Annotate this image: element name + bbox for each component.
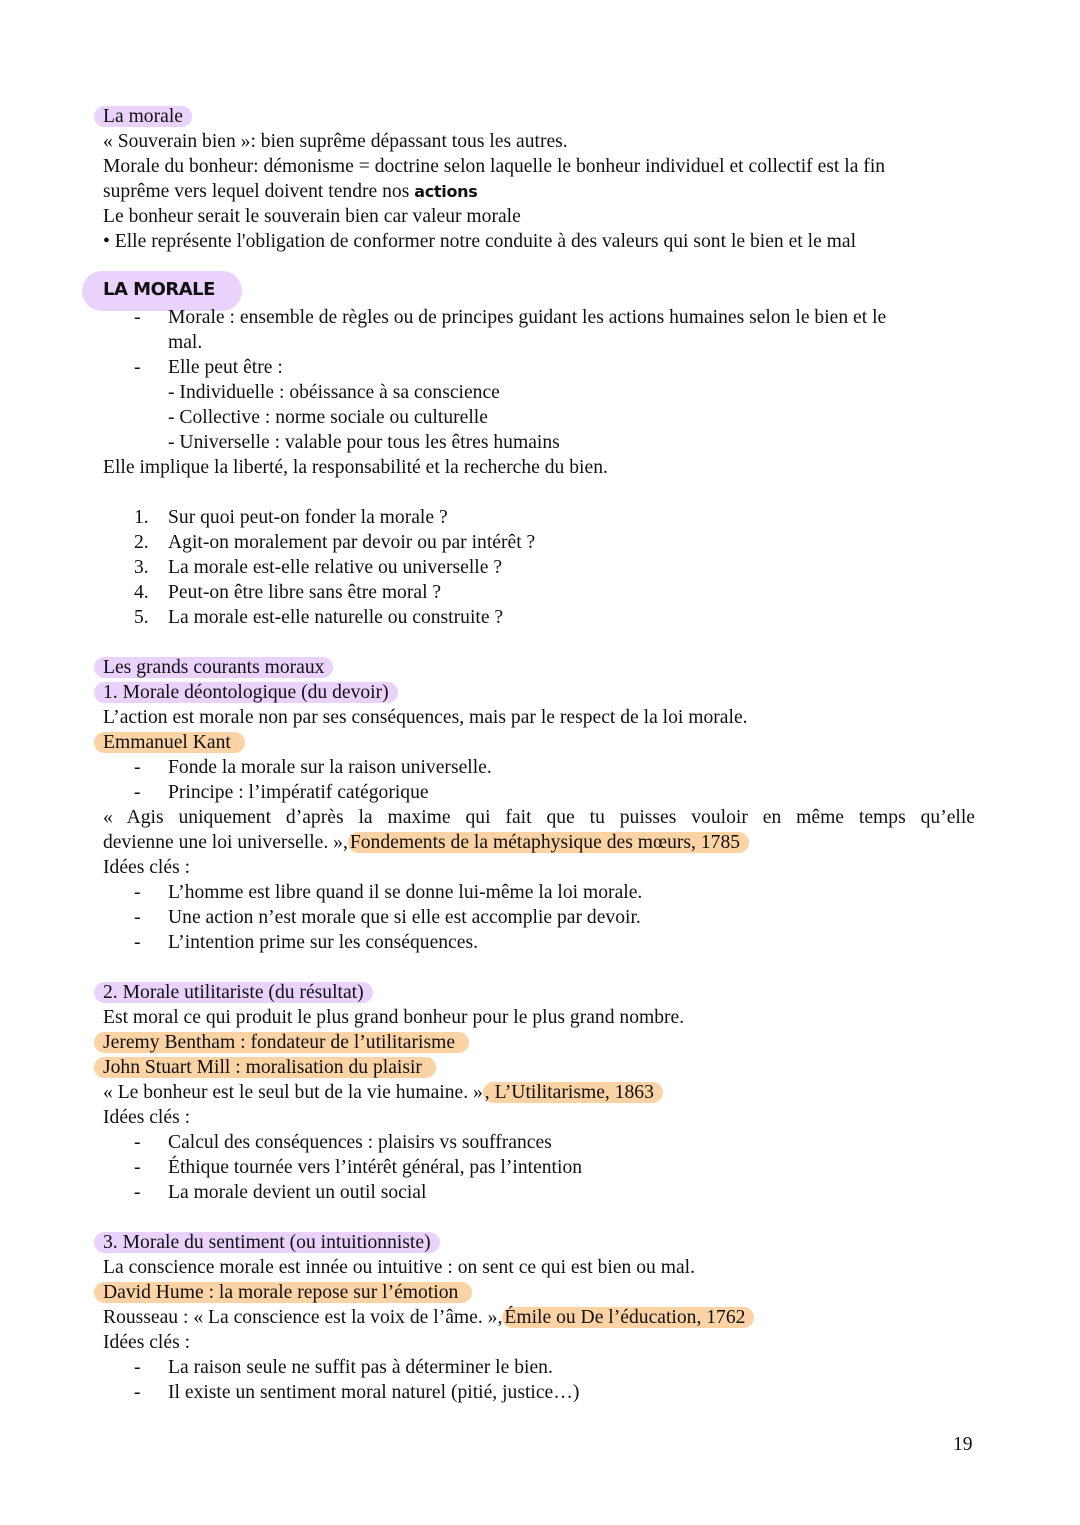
bullet-dash: - xyxy=(134,307,141,328)
utili-quote: « Le bonheur est le seul but de la vie humaine. » xyxy=(103,1082,483,1103)
intro-line-3 xyxy=(103,179,983,204)
utili-author-2-line xyxy=(103,1055,983,1080)
bullet-dash: - xyxy=(134,1382,141,1403)
handwritten-word: actions xyxy=(414,182,478,201)
sentiment-title: 3. Morale du sentiment (ou intuitionniste) xyxy=(94,1232,440,1253)
deonto-title-line xyxy=(103,680,983,705)
question-text: Agit-on moralement par devoir ou par intérêt ? xyxy=(168,532,536,553)
deonto-author: Emmanuel Kant xyxy=(94,732,245,753)
question-number: 1. xyxy=(134,507,149,528)
utili-idea-3: La morale devient un outil social xyxy=(168,1182,427,1203)
sentiment-source: Émile ou De l’éducation, 1762 xyxy=(502,1307,754,1328)
deonto-idea-3: L’intention prime sur les conséquences. xyxy=(168,932,478,953)
bullet-dash: - xyxy=(134,782,141,803)
deonto-point-1: Fonde la morale sur la raison universelle. xyxy=(168,757,492,778)
bullet-dash: - xyxy=(134,1357,141,1378)
utili-idea-1: Calcul des conséquences : plaisirs vs souffrances xyxy=(168,1132,552,1153)
utili-quote-line xyxy=(103,1080,983,1105)
intro-line-1: « Souverain bien »: bien suprême dépassant tous les autres. xyxy=(103,131,568,152)
utili-title-line xyxy=(103,980,983,1005)
intro-line-2: Morale du bonheur: démonisme = doctrine selon laquelle le bonheur individuel et collectif est la fin xyxy=(103,156,886,177)
utili-author-1: Jeremy Bentham : fondateur de l’utilitarisme xyxy=(94,1032,469,1053)
utili-author-2: John Stuart Mill : moralisation du plaisir xyxy=(94,1057,436,1078)
deonto-source: Fondements de la métaphysique des mœurs, 1785 xyxy=(348,832,749,853)
question-text: La morale est-elle naturelle ou construite ? xyxy=(168,607,504,628)
sentiment-desc: La conscience morale est innée ou intuitive : on sent ce qui est bien ou mal. xyxy=(103,1257,695,1278)
question-text: Sur quoi peut-on fonder la morale ? xyxy=(168,507,448,528)
section-badge-label: LA MORALE xyxy=(103,279,215,300)
question-number: 4. xyxy=(134,582,149,603)
definition-line-2: mal. xyxy=(168,332,203,353)
deonto-author-line xyxy=(103,730,983,755)
deonto-desc: L’action est morale non par ses conséquences, mais par le respect de la loi morale. xyxy=(103,707,748,728)
question-text: Peut-on être libre sans être moral ? xyxy=(168,582,442,603)
deonto-quote-line-1: « Agis uniquement d’après la maxime qui fait que tu puisses vouloir en même temps qu’elle xyxy=(103,807,975,828)
sentiment-title-line xyxy=(103,1230,983,1255)
deonto-idea-2: Une action n’est morale que si elle est accomplie par devoir. xyxy=(168,907,641,928)
deonto-ideas-label: Idées clés : xyxy=(103,857,191,878)
kind-collective: - Collective : norme sociale ou culturelle xyxy=(168,407,488,428)
bullet-dash: - xyxy=(134,1132,141,1153)
intro-line-5: • Elle représente l'obligation de conformer notre conduite à des valeurs qui sont le bien et le mal xyxy=(103,231,857,252)
intro-heading: La morale xyxy=(94,106,192,127)
utili-title: 2. Morale utilitariste (du résultat) xyxy=(94,982,373,1003)
kind-individuelle: - Individuelle : obéissance à sa conscience xyxy=(168,382,500,403)
sentiment-author-line xyxy=(103,1280,983,1305)
question-text: La morale est-elle relative ou universelle ? xyxy=(168,557,503,578)
sentiment-quote-line xyxy=(103,1305,983,1330)
intro-line-4: Le bonheur serait le souverain bien car valeur morale xyxy=(103,206,521,227)
bullet-dash: - xyxy=(134,1157,141,1178)
kind-universelle: - Universelle : valable pour tous les êtres humains xyxy=(168,432,560,453)
page-number: 19 xyxy=(953,1434,973,1455)
bullet-dash: - xyxy=(134,357,141,378)
utili-ideas-label: Idées clés : xyxy=(103,1107,191,1128)
question-number: 5. xyxy=(134,607,149,628)
courants-heading: Les grands courants moraux xyxy=(94,657,333,678)
question-number: 2. xyxy=(134,532,149,553)
deonto-quote-end: devienne une loi universelle. », xyxy=(103,832,348,853)
deonto-idea-1: L’homme est libre quand il se donne lui-même la loi morale. xyxy=(168,882,643,903)
intro-heading-line xyxy=(103,104,983,129)
section-summary: Elle implique la liberté, la responsabilité et la recherche du bien. xyxy=(103,457,608,478)
utili-idea-2: Éthique tournée vers l’intérêt général, pas l’intention xyxy=(168,1157,583,1178)
utili-author-1-line xyxy=(103,1030,983,1055)
sentiment-idea-1: La raison seule ne suffit pas à déterminer le bien. xyxy=(168,1357,553,1378)
deonto-point-2: Principe : l’impératif catégorique xyxy=(168,782,429,803)
deonto-title: 1. Morale déontologique (du devoir) xyxy=(94,682,398,703)
bullet-dash: - xyxy=(134,907,141,928)
bullet-dash: - xyxy=(134,757,141,778)
sentiment-quote: Rousseau : « La conscience est la voix de l’âme. », xyxy=(103,1307,503,1328)
sentiment-idea-2: Il existe un sentiment moral naturel (pitié, justice…) xyxy=(168,1382,580,1403)
utili-desc: Est moral ce qui produit le plus grand bonheur pour le plus grand nombre. xyxy=(103,1007,685,1028)
sentiment-ideas-label: Idées clés : xyxy=(103,1332,191,1353)
sentiment-author: David Hume : la morale repose sur l’émotion xyxy=(94,1282,472,1303)
definition-kinds: Elle peut être : xyxy=(168,357,283,378)
bullet-dash: - xyxy=(134,882,141,903)
definition-line-1: Morale : ensemble de règles ou de principes guidant les actions humaines selon le bien et le xyxy=(168,307,887,328)
deonto-quote-line-2 xyxy=(103,830,983,855)
intro-line-3-text: suprême vers lequel doivent tendre nos xyxy=(103,181,415,202)
courants-heading-line xyxy=(103,655,983,680)
bullet-dash: - xyxy=(134,1182,141,1203)
question-number: 3. xyxy=(134,557,149,578)
bullet-dash: - xyxy=(134,932,141,953)
utili-source: , L’Utilitarisme, 1863 xyxy=(483,1082,663,1103)
